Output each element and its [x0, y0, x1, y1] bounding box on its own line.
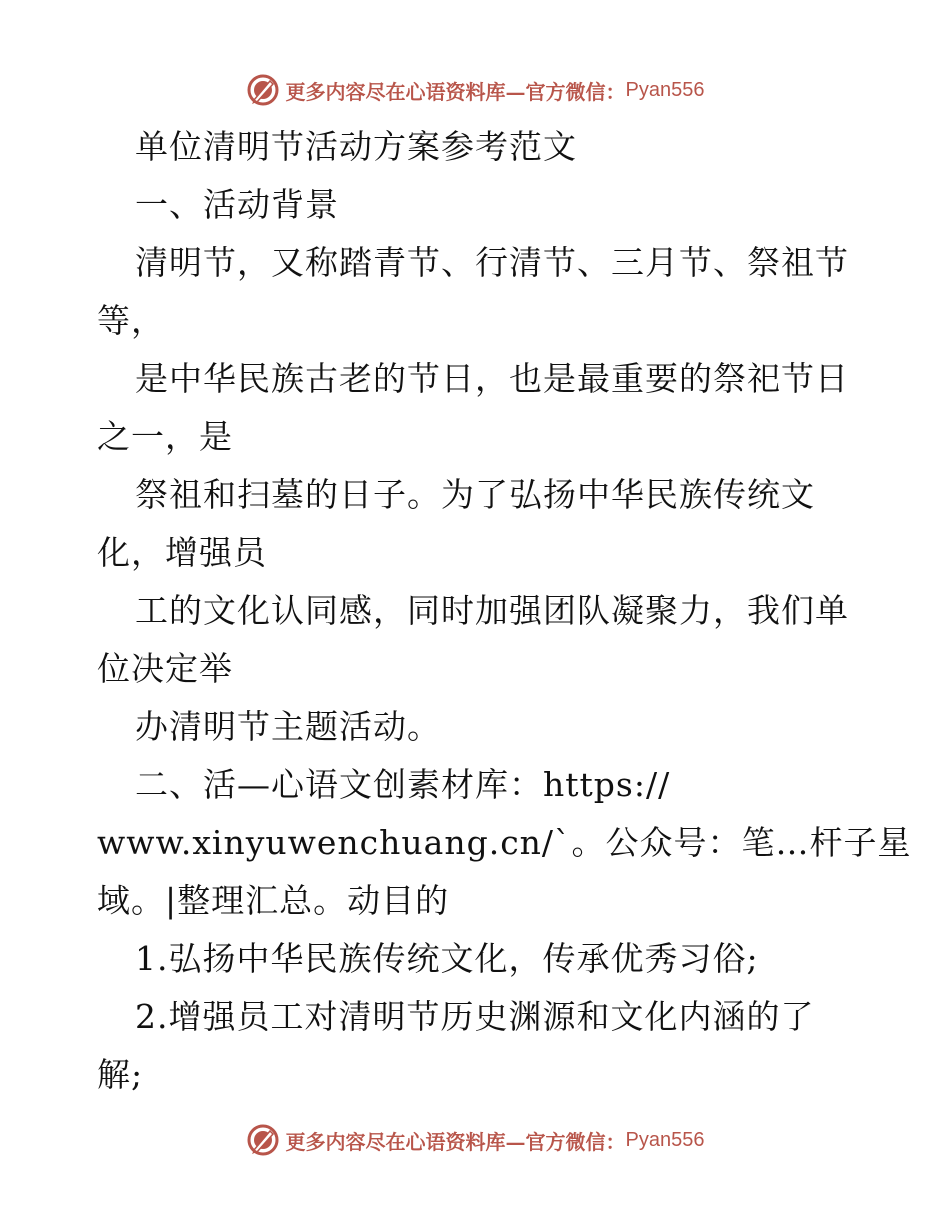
paragraph-line: 清明节，又称踏青节、行清节、三月节、祭祖节 — [135, 243, 849, 282]
paragraph-line: 工的文化认同感，同时加强团队凝聚力，我们单 — [135, 591, 849, 630]
paragraph-line: 之一，是 — [97, 417, 233, 456]
doc-title: 单位清明节活动方案参考范文 — [135, 127, 577, 166]
section-heading: 一、活动背景 — [135, 185, 339, 224]
footer-watermark — [0, 1120, 950, 1160]
paragraph-line: 是中华民族古老的节日，也是最重要的祭祀节日 — [135, 359, 849, 398]
list-item-continuation: 解; — [97, 1055, 144, 1094]
watermark-wechat-id: Pyan556 — [625, 1128, 705, 1151]
header-watermark — [0, 70, 950, 110]
pen-logo-icon — [246, 1123, 280, 1157]
paragraph-line: 化，增强员 — [97, 533, 267, 572]
paragraph-line: 办清明节主题活动。 — [135, 707, 441, 746]
watermark-text: 更多内容尽在心语资料库—官方微信： — [285, 79, 626, 104]
pen-logo-icon — [246, 73, 280, 107]
paragraph-line: 位决定举 — [97, 649, 233, 688]
document-body — [97, 118, 912, 1104]
section-heading: 二、活—心语文创素材库：https:// — [135, 765, 671, 804]
watermark-text: 更多内容尽在心语资料库—官方微信： — [285, 1129, 626, 1154]
paragraph-line: 祭祖和扫墓的日子。为了弘扬中华民族传统文 — [135, 475, 815, 514]
watermark-wechat-id: Pyan556 — [625, 78, 705, 101]
list-item: 1.弘扬中华民族传统文化，传承优秀习俗; — [135, 939, 759, 978]
paragraph-line: 域。|整理汇总。动目的 — [97, 881, 450, 920]
paragraph-line: www.xinyuwenchuang.cn/`。公众号：笔…杆子星 — [97, 823, 912, 862]
paragraph-line: 等， — [97, 301, 165, 340]
list-item: 2.增强员工对清明节历史渊源和文化内涵的了 — [135, 997, 815, 1036]
